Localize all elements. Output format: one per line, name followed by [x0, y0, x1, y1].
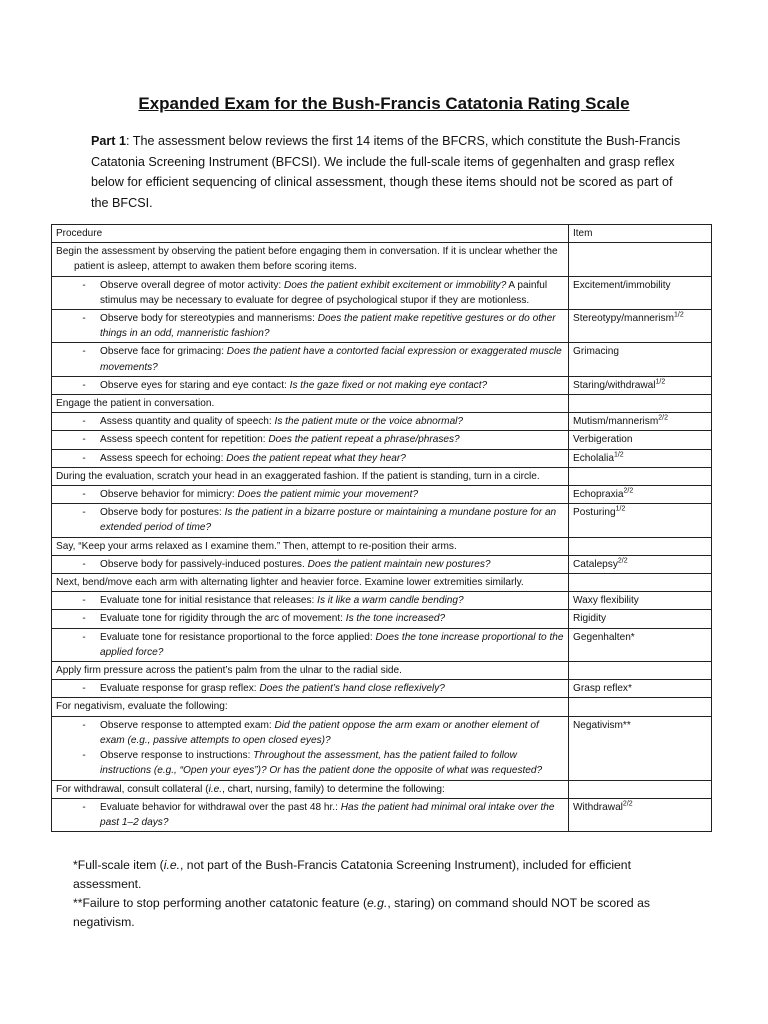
italic-text: Did the patient oppose the arm exam or another element of exam (e.g., passive attempts to open closed eyes)?: [100, 719, 539, 746]
table-row: [52, 555, 712, 573]
procedure-cell: [52, 243, 569, 276]
bullet-dash: -: [82, 279, 86, 291]
intro-label: Part 1: [91, 134, 127, 148]
text-run: Assess: [100, 452, 136, 464]
bullet-item: [78, 432, 564, 447]
italic-text: i.e.: [163, 858, 181, 872]
item-cell: [569, 343, 712, 376]
bullet-item: [78, 487, 564, 502]
text-run: tone for initial resistance that releases: [142, 595, 312, 607]
text-run: Say, “Keep your arms relaxed as I examine them.” Then, attempt to re-position their arms.: [56, 540, 457, 552]
procedure-cell: [52, 780, 569, 798]
text-run: **Failure to stop performing another catatonic feature (: [73, 896, 368, 910]
item-cell: [569, 537, 712, 555]
item-label: Withdrawal: [573, 801, 623, 813]
text-run: *Full-scale item (: [73, 858, 164, 872]
section-row: [52, 780, 712, 798]
bullet-item: [78, 378, 564, 393]
item-label: Echopraxia: [573, 489, 624, 501]
item-superscript: 1/2: [655, 378, 666, 386]
bullet-dash: -: [82, 801, 86, 813]
bullet-item: [78, 611, 564, 626]
section-row: [52, 467, 712, 485]
text-run: :: [220, 452, 227, 464]
bullet-dash: -: [82, 750, 86, 762]
item-label: Echolalia: [573, 452, 614, 464]
text-run: tone for rigidity through the arc of movement: [142, 613, 341, 625]
text-run: speech for echoing: [135, 452, 221, 464]
text-run: tone for resistance proportional to the force applied: [142, 631, 370, 643]
text-run: Evaluate: [100, 595, 143, 607]
text-run: :: [253, 683, 260, 695]
bullet-item: [78, 630, 564, 660]
bullet-dash: -: [82, 489, 86, 501]
item-label: Negativism**: [573, 719, 631, 731]
italic-text: Throughout the assessment, has the patient failed to follow instructions (e.g., “Open your eyes”)? Or has the patient done the opposite of what was requested?: [100, 750, 543, 777]
item-label: Posturing: [573, 507, 616, 519]
section-row: [52, 243, 712, 276]
text-run: Evaluate: [100, 613, 143, 625]
item-cell: [569, 504, 712, 537]
text-run: over the past 48 hr.:: [245, 801, 341, 813]
procedure-cell: [52, 628, 569, 661]
text-run: , not part of the Bush-Francis Catatonia Screening Instrument), included for efficient assessment.: [73, 858, 631, 891]
section-instruction: [56, 663, 564, 678]
item-label: Rigidity: [573, 613, 607, 625]
text-run: response to instructions: [140, 750, 248, 762]
procedure-cell: [52, 395, 569, 413]
procedure-cell: [52, 431, 569, 449]
text-run: Assess: [100, 416, 136, 428]
section-instruction: [56, 469, 564, 484]
item-cell: [569, 310, 712, 343]
item-cell: [569, 628, 712, 661]
bullet-item: [78, 718, 564, 748]
procedure-cell: [52, 467, 569, 485]
bullet-dash: -: [82, 558, 86, 570]
text-run: Apply firm pressure across the patient’s palm from the ulnar to the radial side.: [56, 665, 402, 677]
item-label: Catalepsy: [573, 558, 618, 570]
text-run: Observe: [100, 489, 141, 501]
item-cell: [569, 592, 712, 610]
text-run: response for grasp reflex: [142, 683, 254, 695]
table-row: [52, 310, 712, 343]
text-run: :: [311, 595, 318, 607]
header-procedure: Procedure: [52, 225, 569, 243]
footnote: [73, 894, 693, 932]
bullet-item: [78, 451, 564, 466]
text-run: Begin the assessment by observing the patient before engaging them in conversation. If it is unclear whether the patient is asleep, attempt to awaken them before scoring items.: [56, 246, 558, 273]
item-cell: [569, 662, 712, 680]
bullet-dash: -: [82, 452, 86, 464]
italic-text: Does the patient exhibit excitement or immobility?: [284, 279, 507, 291]
item-cell: [569, 467, 712, 485]
section-instruction: [56, 575, 564, 590]
procedure-cell: [52, 680, 569, 698]
italic-text: Does the patient repeat what they hear?: [226, 452, 406, 464]
text-run: Evaluate: [100, 683, 143, 695]
exam-table: [51, 224, 712, 832]
header-item: Item: [569, 225, 712, 243]
item-superscript: 1/2: [615, 505, 626, 513]
text-run: quantity and quality of speech: [135, 416, 269, 428]
text-run: During the evaluation, scratch your head in an exaggerated fashion.: [56, 470, 360, 482]
bullet-item: [78, 414, 564, 429]
text-run: :: [262, 434, 269, 446]
italic-text: Is the patient mute or the voice abnormal?: [274, 416, 464, 428]
text-run: Observe: [100, 346, 141, 358]
text-run: :: [369, 631, 376, 643]
procedure-cell: [52, 486, 569, 504]
item-label: Excitement/immobility: [573, 279, 671, 291]
procedure-cell: [52, 574, 569, 592]
section-instruction: [56, 699, 564, 714]
item-label: Staring/withdrawal: [573, 379, 656, 391]
intro-text: : The assessment below reviews the first 14 items of the BFCRS, which constitute the Bush-Francis Catatonia Screening Instrument (BFCSI). We include the full-scale items of gegenhalten and grasp reflex below for efficient sequencing of clinical assessment, though these items should not be scored as part of the BFCSI.: [91, 134, 681, 210]
text-run: For negativism, evaluate the following:: [56, 701, 228, 713]
bullet-item: [78, 278, 564, 308]
procedure-cell: [52, 610, 569, 628]
item-superscript: 2/2: [617, 557, 628, 565]
text-run: If the patient is standing, turn in a circle.: [359, 470, 540, 482]
item-cell: [569, 276, 712, 309]
procedure-cell: [52, 698, 569, 716]
bullet-dash: -: [82, 631, 86, 643]
bullet-item: [78, 681, 564, 696]
procedure-cell: [52, 376, 569, 394]
procedure-cell: [52, 798, 569, 831]
bullet-dash: -: [82, 507, 86, 519]
text-run: :: [268, 416, 275, 428]
table-header-row: [52, 225, 712, 243]
procedure-cell: [52, 716, 569, 780]
text-run: A painful stimulus may be necessary to evaluate for degree of psychological stupor if they are motionless.: [100, 279, 548, 306]
bullet-dash: -: [82, 434, 86, 446]
text-run: Observe: [100, 719, 141, 731]
table-row: [52, 628, 712, 661]
italic-text: Does the tone increase proportional to the applied force?: [100, 631, 564, 658]
section-row: [52, 698, 712, 716]
item-cell: [569, 574, 712, 592]
text-run: , staring) on command should NOT be scored as negativism.: [73, 896, 650, 929]
section-instruction: [56, 396, 564, 411]
text-run: Observe: [100, 558, 141, 570]
text-run: behavior for withdrawal: [142, 801, 246, 813]
italic-text: Is it like a warm candle bending?: [317, 595, 464, 607]
table-row: [52, 610, 712, 628]
procedure-cell: [52, 449, 569, 467]
bullet-dash: -: [82, 313, 86, 325]
item-cell: [569, 798, 712, 831]
table-row: [52, 431, 712, 449]
text-run: Next, bend/move each arm with alternating lighter and heavier force. Examine lower extremities similarly.: [56, 577, 524, 589]
item-label: Grasp reflex*: [573, 683, 632, 695]
section-instruction: [56, 244, 564, 274]
item-cell: [569, 376, 712, 394]
table-row: [52, 716, 712, 780]
bullet-item: [78, 505, 564, 535]
text-run: :: [278, 279, 285, 291]
text-run: body for postures: [140, 507, 219, 519]
text-run: For withdrawal, consult collateral (: [56, 783, 209, 795]
text-run: :: [312, 313, 318, 325]
item-superscript: 2/2: [658, 414, 668, 422]
procedure-cell: [52, 537, 569, 555]
bullet-dash: -: [82, 613, 86, 625]
item-superscript: 2/2: [623, 487, 634, 495]
procedure-cell: [52, 413, 569, 431]
document-title: Expanded Exam for the Bush-Francis Catatonia Rating Scale: [138, 94, 630, 113]
intro-paragraph: [91, 131, 691, 213]
table-row: [52, 343, 712, 376]
text-run: :: [218, 507, 225, 519]
item-cell: [569, 610, 712, 628]
bullet-item: [78, 748, 564, 778]
item-cell: [569, 698, 712, 716]
text-run: Assess: [100, 434, 136, 446]
italic-text: Does the patient mimic your movement?: [237, 489, 419, 501]
item-cell: [569, 716, 712, 780]
footnote: [73, 856, 693, 894]
text-run: , chart, nursing, family) to determine the following:: [222, 783, 445, 795]
text-run: Evaluate: [100, 631, 143, 643]
text-run: face for grimacing: [140, 346, 222, 358]
item-label: Grimacing: [573, 346, 619, 358]
text-run: body for stereotypies and mannerisms: [140, 313, 313, 325]
text-run: .: [301, 558, 308, 570]
text-run: Observe: [100, 379, 141, 391]
section-row: [52, 662, 712, 680]
text-run: Observe: [100, 279, 141, 291]
item-cell: [569, 431, 712, 449]
text-run: :: [221, 346, 227, 358]
procedure-cell: [52, 343, 569, 376]
text-run: Engage the patient in conversation.: [56, 398, 215, 410]
bullet-dash: -: [82, 379, 86, 391]
bullet-item: [78, 557, 564, 572]
text-run: :: [268, 719, 275, 731]
table-row: [52, 276, 712, 309]
table-row: [52, 449, 712, 467]
italic-text: Does the patient repeat a phrase/phrases?: [268, 434, 460, 446]
italic-text: Does the patient maintain new postures?: [307, 558, 491, 570]
section-row: [52, 395, 712, 413]
item-cell: [569, 780, 712, 798]
italic-text: Does the patient’s hand close reflexively?: [259, 683, 445, 695]
table-row: [52, 592, 712, 610]
bullet-dash: -: [82, 719, 86, 731]
item-cell: [569, 395, 712, 413]
text-run: eyes for staring and eye contact: [140, 379, 285, 391]
text-run: :: [340, 613, 346, 625]
footnotes: [73, 856, 693, 932]
bullet-item: [78, 593, 564, 608]
item-cell: [569, 413, 712, 431]
section-row: [52, 537, 712, 555]
item-cell: [569, 486, 712, 504]
item-superscript: 1/2: [673, 311, 684, 319]
item-cell: [569, 243, 712, 276]
item-label: Gegenhalten*: [573, 631, 635, 643]
section-instruction: [56, 539, 564, 554]
text-run: behavior for mimicry: [140, 489, 232, 501]
text-run: Observe: [100, 750, 141, 762]
procedure-cell: [52, 310, 569, 343]
table-row: [52, 486, 712, 504]
procedure-cell: [52, 504, 569, 537]
bullet-dash: -: [82, 595, 86, 607]
italic-text: Does the patient make repetitive gestures or do other things in an odd, manneristic fashion?: [100, 313, 556, 340]
text-run: speech content for repetition: [135, 434, 263, 446]
item-cell: [569, 449, 712, 467]
item-label: Waxy flexibility: [573, 595, 639, 607]
text-run: Evaluate: [100, 801, 143, 813]
text-run: Observe: [100, 507, 141, 519]
text-run: :: [247, 750, 254, 762]
table-row: [52, 798, 712, 831]
item-cell: [569, 680, 712, 698]
bullet-item: [78, 311, 564, 341]
procedure-cell: [52, 662, 569, 680]
text-run: Observe: [100, 313, 141, 325]
bullet-item: [78, 344, 564, 374]
item-label: Stereotypy/mannerism: [573, 313, 674, 325]
italic-text: Has the patient had minimal oral intake over the past 1–2 days?: [100, 801, 555, 828]
italic-text: Is the gaze fixed or not making eye contact?: [289, 379, 488, 391]
text-run: body for passively-induced postures: [140, 558, 302, 570]
italic-text: Is the patient in a bizarre posture or maintaining a mundane posture for an extended period of time?: [100, 507, 557, 534]
table-row: [52, 680, 712, 698]
text-run: :: [284, 379, 290, 391]
item-superscript: 2/2: [622, 800, 633, 808]
table-row: [52, 376, 712, 394]
procedure-cell: [52, 276, 569, 309]
item-label: Verbigeration: [573, 434, 633, 446]
italic-text: e.g.: [367, 896, 388, 910]
italic-text: Is the tone increased?: [345, 613, 446, 625]
item-superscript: 1/2: [613, 451, 624, 459]
italic-text: Does the patient have a contorted facial expression or exaggerated muscle movements?: [100, 346, 562, 373]
bullet-dash: -: [82, 683, 86, 695]
bullet-dash: -: [82, 346, 86, 358]
text-run: response to attempted exam: [140, 719, 269, 731]
text-run: :: [231, 489, 238, 501]
section-instruction: [56, 782, 564, 797]
text-run: overall degree of motor activity: [140, 279, 279, 291]
item-cell: [569, 555, 712, 573]
item-label: Mutism/mannerism: [573, 416, 659, 428]
table-row: [52, 504, 712, 537]
section-row: [52, 574, 712, 592]
bullet-item: [78, 800, 564, 830]
exam-table-body: [52, 225, 712, 832]
bullet-dash: -: [82, 416, 86, 428]
procedure-cell: [52, 555, 569, 573]
italic-text: i.e.: [208, 783, 223, 795]
table-row: [52, 413, 712, 431]
procedure-cell: [52, 592, 569, 610]
